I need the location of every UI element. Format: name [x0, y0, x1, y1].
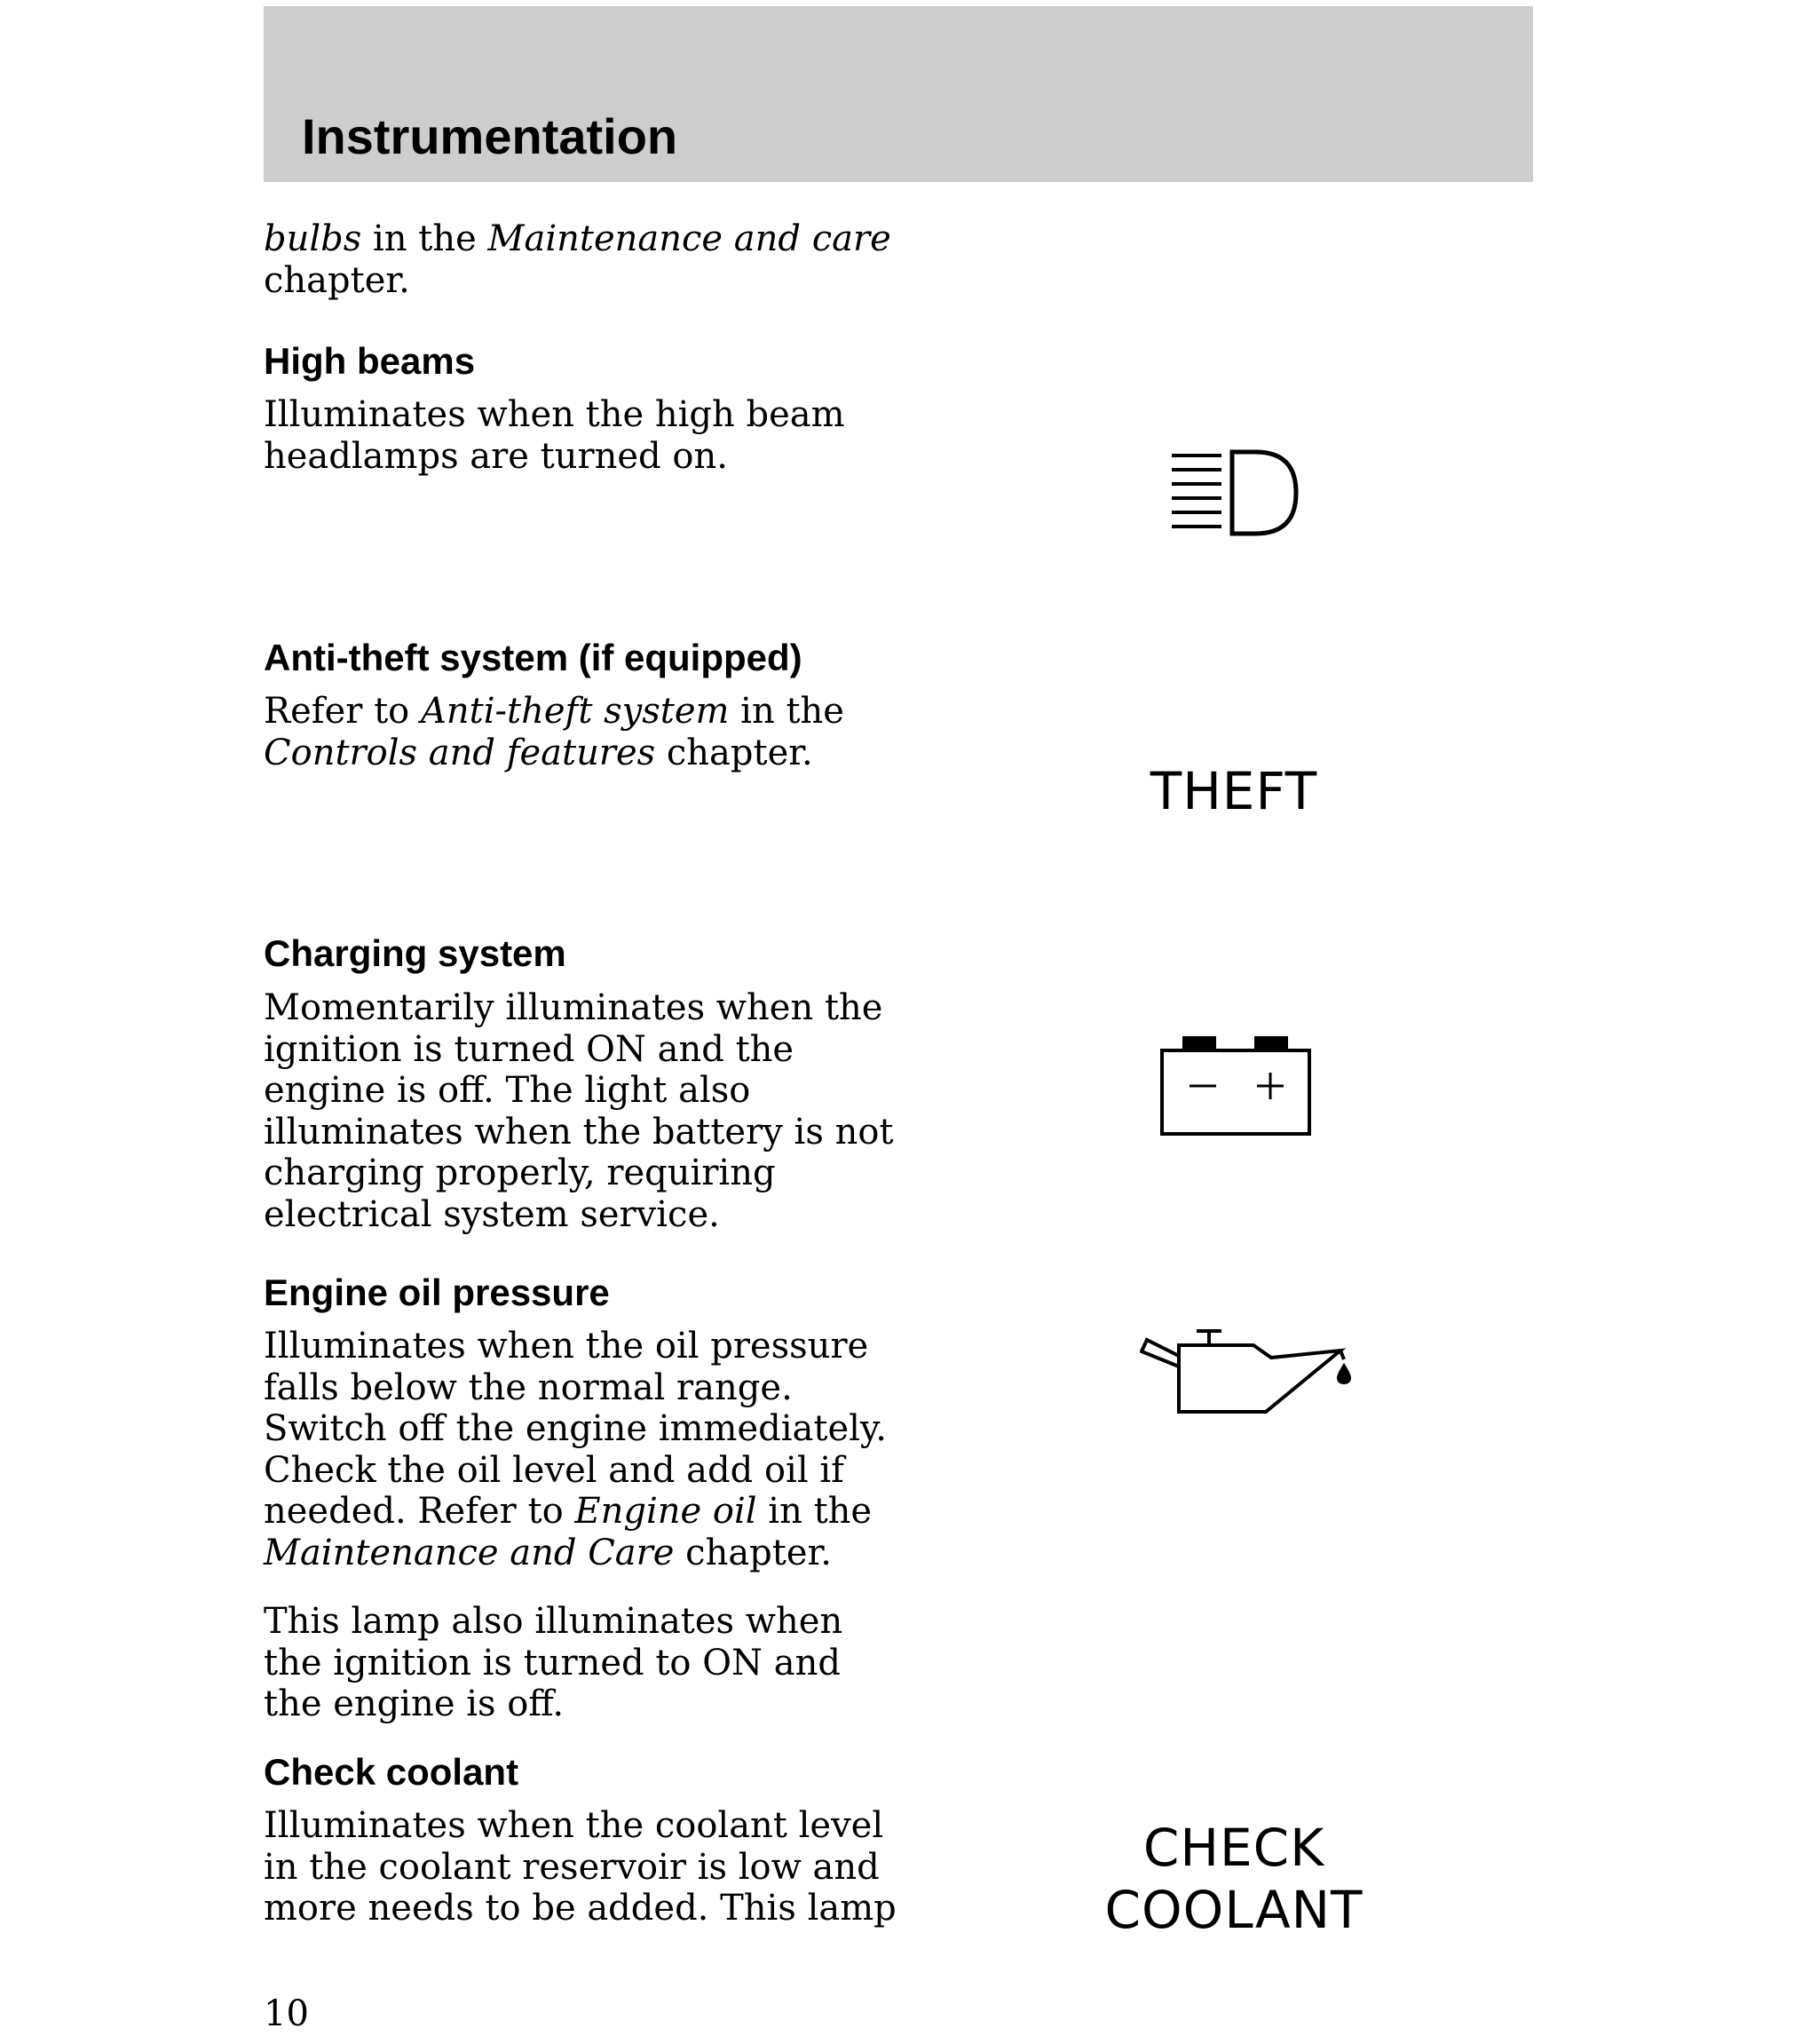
check-coolant-line-1: CHECK — [1142, 1818, 1325, 1878]
anti-theft-italic-2: Controls and features — [264, 732, 656, 773]
oil-italic-2: Maintenance and Care — [264, 1532, 675, 1573]
oil-pressure-text — [264, 1326, 903, 1573]
high-beams-text: Illuminates when the high beam headlamps are turned on. — [264, 394, 845, 477]
intro-text: in the — [361, 218, 488, 259]
anti-theft-text-3: chapter. — [655, 732, 813, 773]
oil-italic-1: Engine oil — [574, 1491, 757, 1532]
oil-text-1: Illuminates when the oil pressure falls below the normal range. Switch off the engine immediately. Check the oil level and add oil if needed. Refer to — [264, 1326, 887, 1532]
heading-check-coolant: Check coolant — [264, 1751, 519, 1793]
anti-theft-text-2: in the — [729, 691, 844, 732]
anti-theft-text — [264, 691, 903, 773]
oil-can-icon — [1140, 1327, 1353, 1416]
theft-indicator-label: THEFT — [1150, 761, 1318, 821]
high-beam-icon — [1170, 448, 1303, 537]
page-number: 10 — [264, 1993, 309, 2034]
intro-italic-chapter: Maintenance and care — [487, 218, 891, 259]
coolant-text: Illuminates when the coolant level in the coolant reservoir is low and more needs to be added. This lamp — [264, 1805, 897, 1929]
heading-high-beams: High beams — [264, 340, 476, 382]
heading-charging-system: Charging system — [264, 932, 566, 974]
anti-theft-italic-1: Anti-theft system — [420, 691, 730, 732]
battery-icon — [1159, 1034, 1312, 1137]
check-coolant-line-2: COOLANT — [1104, 1880, 1364, 1940]
check-coolant-indicator-label — [1065, 1817, 1403, 1941]
heading-engine-oil-pressure: Engine oil pressure — [264, 1272, 610, 1313]
oil-text-3: chapter. — [674, 1532, 832, 1573]
oil-text-2: in the — [756, 1491, 873, 1532]
intro-text-end: chapter. — [264, 259, 410, 301]
heading-anti-theft: Anti-theft system (if equipped) — [264, 637, 802, 678]
intro-italic-bulbs: bulbs — [264, 218, 362, 259]
charging-text: Momentarily illuminates when the ignition is turned ON and the engine is off. The light also illuminates when the battery is not charging properly, requiring electrical system service. — [264, 987, 894, 1235]
intro-paragraph — [264, 218, 903, 301]
section-title: Instrumentation — [302, 108, 678, 164]
anti-theft-text-1: Refer to — [264, 691, 421, 732]
oil-pressure-text-2: This lamp also illuminates when the ignition is turned to ON and the engine is off. — [264, 1601, 843, 1724]
